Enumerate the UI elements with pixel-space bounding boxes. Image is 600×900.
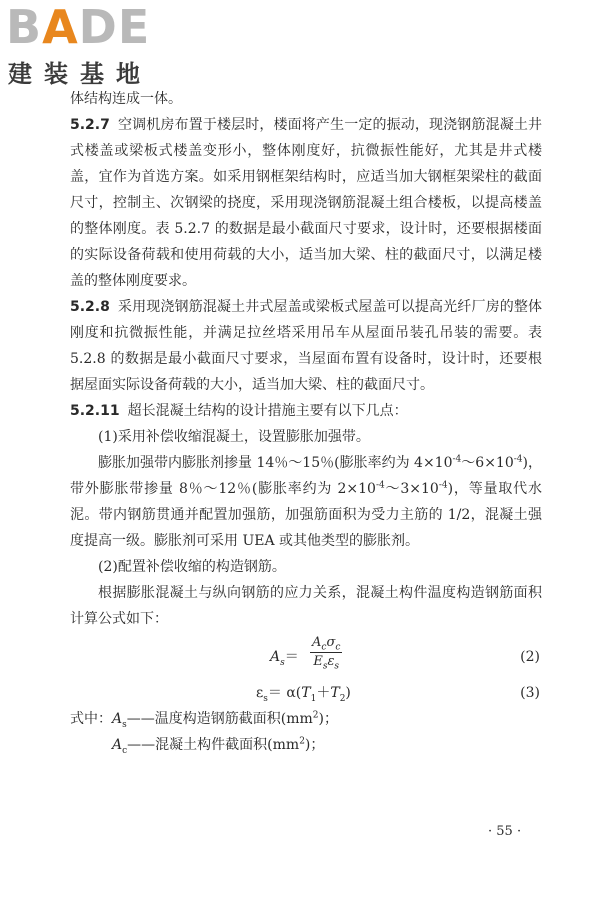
section-5-2-8: 5.2.8 采用现浇钢筋混凝土井式屋盖或梁板式屋盖可以提高光纤厂房的整体刚度和抗微振性能，并满足拉丝塔采用吊车从屋面吊装孔吊装的需要。表 5.2.8 的数据是最小截面尺寸要求，当屋面布置有设备时，设计时，还要根据屋面实际设备荷载的大小，适当加大梁、柱的截面尺寸。 [70, 299, 542, 393]
list-item-1-detail: 膨胀加强带内膨胀剂掺量 14％～15％(膨胀率约为 $4\times 10^{-4}\sim 6\times 10^{-4}$)，带外膨胀带掺量 8％～12％(膨胀率约为 $2\times 10^{-4}\sim 3\times 10^{-4}$)，等量取代水泥。带内钢筋贯通并配置加强筋，加强筋面积为受力主筋的 1/2，混凝土强度提高一级。膨胀剂可采用 UEA 或其他类型的膨胀剂。 [70, 454, 542, 549]
where-line-as: 式中：$A_s——$温度构造钢筋截面积$(mm^2)$； [70, 710, 338, 730]
equation-number: (2) [520, 649, 540, 665]
equation-expression: $\varepsilon_s= \alpha(T_1+T_2)$ [256, 685, 351, 704]
section-5-2-7: 5.2.7 空调机房布置于楼层时，楼面将产生一定的振动，现浇钢筋混凝土井式楼盖或梁板式楼盖变形小，整体刚度好，抗微振性能好，尤其是井式楼盖，宜作为首选方案。如采用钢框架结构时，应适当加大钢框架梁柱的截面尺寸，控制主、次钢梁的挠度，采用现浇钢筋混凝土组合楼板，以提高楼盖的整体刚度。表 5.2.7 的数据是最小截面尺寸要求，设计时，还要根据楼面的实际设备荷载和使用荷载的大小，适当加大梁、柱的截面尺寸，以满足楼盖的整体刚度要求。 [70, 117, 542, 289]
section-number: 5.2.8 [70, 299, 110, 315]
paragraph-continued: 体结构连成一体。 [70, 91, 182, 107]
formula-intro: 根据膨胀混凝土与纵向钢筋的应力关系，混凝土构件温度构造钢筋面积计算公式如下： [70, 585, 542, 627]
where-line-ac: $A_c——$混凝土构件截面积$(mm^2)$； [112, 736, 325, 756]
list-item-2: (2)配置补偿收缩的构造钢筋。 [98, 559, 286, 575]
equation-block [70, 634, 542, 706]
section-number: 5.2.11 [70, 403, 120, 419]
fraction-numerator: $A_c\sigma_c$ [312, 635, 341, 653]
equation-2 [70, 634, 542, 674]
equation-fraction [310, 634, 342, 671]
logo-chinese-name: 建装基地 [8, 60, 152, 88]
fraction-denominator: $E_s\varepsilon_s$ [313, 654, 340, 672]
document-body [70, 86, 542, 758]
brand-logo [6, 2, 176, 90]
section-number: 5.2.7 [70, 117, 110, 133]
equation-number: (3) [520, 685, 540, 701]
logo-wordmark: BADE [6, 0, 151, 54]
list-item-1: (1)采用补偿收缩混凝土，设置膨胀加强带。 [98, 429, 370, 445]
section-5-2-11: 5.2.11 超长混凝土结构的设计措施主要有以下几点： [70, 403, 408, 419]
equation-lhs: $A_s=$ [270, 649, 299, 668]
page-number: · 55 · [488, 824, 522, 839]
